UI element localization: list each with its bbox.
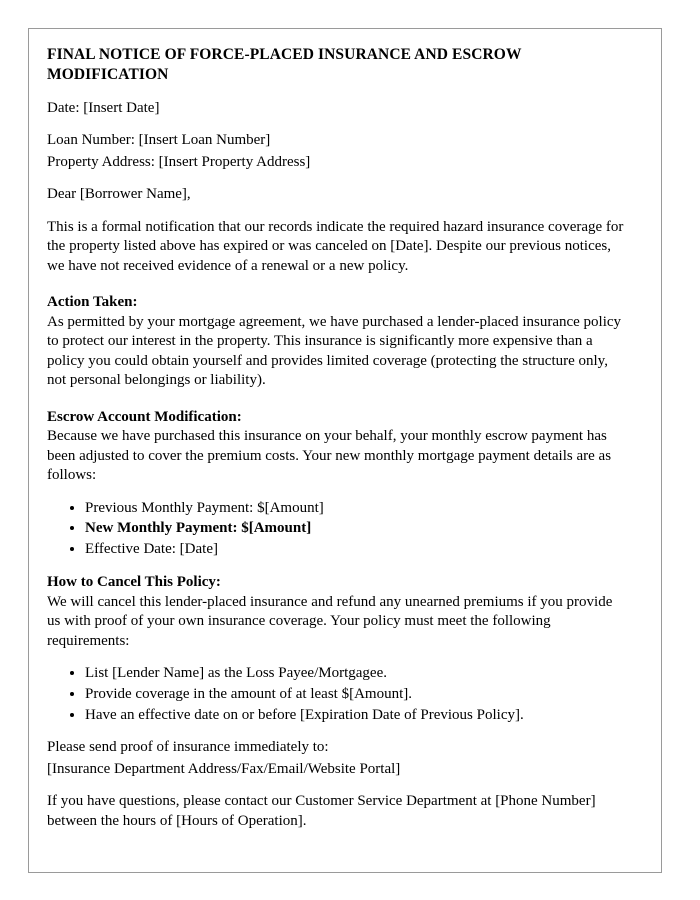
- page-title: FINAL NOTICE OF FORCE-PLACED INSURANCE AND ESCROW MODIFICATION: [47, 46, 522, 83]
- how-to-cancel-body: We will cancel this lender-placed insurance and refund any unearned premiums if you provide us with proof of your own insurance coverage. Your policy must meet the following requirements:: [47, 593, 613, 649]
- escrow-modification-body: Because we have purchased this insurance on your behalf, your monthly escrow payment has been adjusted to cover the premium costs. Your new monthly mortgage payment details are as follows:: [47, 428, 612, 484]
- escrow-payment-list: [47, 499, 627, 560]
- salutation: Dear [Borrower Name],: [47, 186, 191, 203]
- how-to-cancel-heading: How to Cancel This Policy:: [47, 574, 221, 591]
- list-item: • New Monthly Payment: $[Amount]: [85, 519, 627, 539]
- proof-address: [Insurance Department Address/Fax/Email/Website Portal]: [47, 760, 401, 777]
- loan-number-line: Loan Number: [Insert Loan Number]: [47, 132, 271, 149]
- document-content: [47, 45, 627, 844]
- action-taken-body: As permitted by your mortgage agreement, we have purchased a lender-placed insurance policy to protect our interest in the property. This insurance is significantly more expensive than a policy you could obtain yourself and provides limited coverage (protecting the structure only, not personal belongings or liability).: [47, 313, 622, 389]
- list-item: • Have an effective date on or before [Expiration Date of Previous Policy].: [85, 706, 627, 726]
- intro-paragraph: This is a formal notification that our records indicate the required hazard insurance coverage for the property listed above has expired or was canceled on [Date]. Despite our previous notices, we have not received evidence of a renewal or a new policy.: [47, 218, 624, 274]
- list-item: • Provide coverage in the amount of at least $[Amount].: [85, 685, 627, 705]
- proof-instruction: Please send proof of insurance immediately to:: [47, 739, 329, 756]
- date-line: Date: [Insert Date]: [47, 99, 160, 116]
- questions-paragraph: If you have questions, please contact our Customer Service Department at [Phone Number] between the hours of [Hours of Operation].: [47, 793, 596, 829]
- escrow-modification-heading: Escrow Account Modification:: [47, 408, 242, 425]
- list-item: • Effective Date: [Date]: [85, 540, 627, 560]
- list-item: • List [Lender Name] as the Loss Payee/Mortgagee.: [85, 664, 627, 684]
- document-page: [28, 28, 662, 873]
- cancel-requirements-list: [47, 664, 627, 725]
- property-address-line: Property Address: [Insert Property Address]: [47, 153, 311, 170]
- list-item: • Previous Monthly Payment: $[Amount]: [85, 499, 627, 519]
- action-taken-heading: Action Taken:: [47, 294, 138, 311]
